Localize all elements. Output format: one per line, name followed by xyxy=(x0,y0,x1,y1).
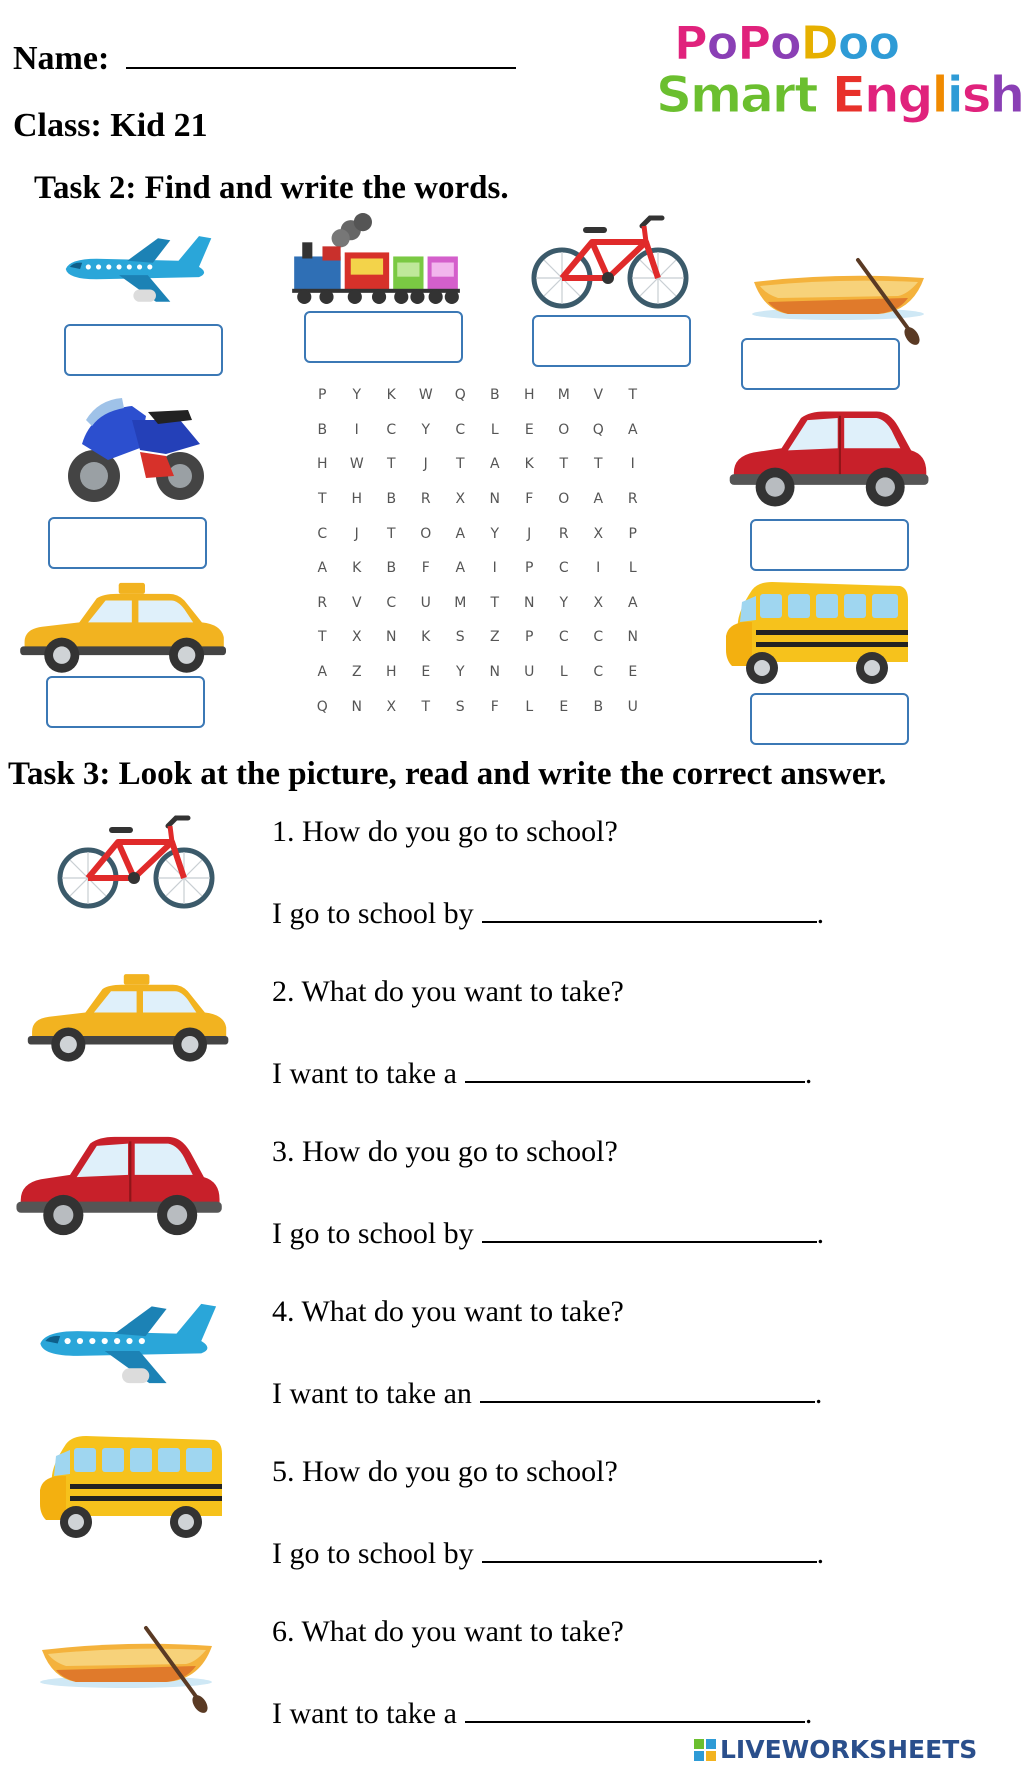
word-search-letter[interactable]: B xyxy=(593,698,604,715)
word-search-letter[interactable]: C xyxy=(593,629,604,646)
name-blank[interactable] xyxy=(126,41,516,69)
word-search-letter[interactable]: C xyxy=(455,421,466,438)
word-search-letter[interactable]: A xyxy=(455,560,466,577)
word-search-letter[interactable]: C xyxy=(558,560,569,577)
popodoo-logo xyxy=(674,16,900,70)
word-search-letter[interactable]: M xyxy=(557,387,570,404)
answer-period: . xyxy=(816,1217,825,1250)
word-search-letter[interactable]: T xyxy=(386,456,396,473)
word-search-row xyxy=(305,551,655,586)
word-search-letter[interactable]: M xyxy=(454,594,467,611)
task3-title: Task 3: Look at the picture, read and write the correct answer. xyxy=(8,756,887,792)
word-search-letter[interactable]: Q xyxy=(316,698,328,715)
word-search-letter[interactable]: C xyxy=(593,664,604,681)
word-search-row xyxy=(305,378,655,413)
logo-letter: E xyxy=(831,66,865,124)
word-search-letter[interactable]: S xyxy=(455,629,465,646)
logo-letter: P xyxy=(674,16,707,70)
answer-box-train[interactable] xyxy=(304,311,463,363)
word-search-row xyxy=(305,655,655,690)
word-search-letter[interactable]: I xyxy=(630,456,635,473)
word-search-letter[interactable]: S xyxy=(455,698,465,715)
word-search-row xyxy=(305,516,655,551)
class-label: Class: Kid 21 xyxy=(13,107,208,144)
word-search-row xyxy=(305,413,655,448)
logo-letter: r xyxy=(771,66,795,124)
word-search-letter[interactable]: H xyxy=(316,456,328,473)
bus-icon xyxy=(722,580,912,690)
word-search-letter[interactable]: O xyxy=(558,491,570,508)
word-search-letter[interactable]: F xyxy=(421,560,430,577)
answer-prefix: I go to school by xyxy=(272,1537,474,1570)
task3-question: 2. What do you want to take? xyxy=(272,975,624,1008)
word-search-letter[interactable]: Y xyxy=(559,594,569,611)
word-search-letter[interactable]: K xyxy=(524,456,534,473)
logo-letter: s xyxy=(961,66,990,124)
logo-letter: D xyxy=(800,16,838,70)
word-search-letter[interactable]: Q xyxy=(592,421,604,438)
answer-box-motorbike[interactable] xyxy=(48,517,207,569)
task3-answer-line xyxy=(272,1215,824,1251)
word-search-letter[interactable]: X xyxy=(593,525,604,542)
train-icon xyxy=(288,212,460,308)
logo-letter: o xyxy=(837,16,869,70)
word-search-letter[interactable]: A xyxy=(317,664,328,681)
word-search-letter[interactable]: N xyxy=(386,629,397,646)
word-search-letter[interactable]: E xyxy=(421,664,431,681)
bicycle-icon xyxy=(54,812,218,912)
word-search-letter[interactable]: F xyxy=(490,698,499,715)
word-search-letter[interactable]: K xyxy=(386,387,396,404)
answer-box-bicycle[interactable] xyxy=(532,315,691,367)
word-search-letter[interactable]: J xyxy=(527,525,532,542)
word-search-letter[interactable]: A xyxy=(627,594,638,611)
word-search-letter[interactable]: P xyxy=(628,525,637,542)
logo-letter: S xyxy=(656,66,691,124)
logo-letter xyxy=(816,66,831,124)
task3-question: 4. What do you want to take? xyxy=(272,1295,624,1328)
logo-letter: o xyxy=(706,16,738,70)
airplane-icon xyxy=(55,230,220,312)
word-search-letter[interactable]: A xyxy=(489,456,500,473)
word-search-letter[interactable]: E xyxy=(559,698,569,715)
word-search-letter[interactable]: N xyxy=(627,629,638,646)
word-search-letter[interactable]: Z xyxy=(351,664,362,681)
liveworksheets-logo-icon xyxy=(694,1739,716,1761)
logo-letter: l xyxy=(931,66,947,124)
task3-question: 6. What do you want to take? xyxy=(272,1615,624,1648)
bicycle-icon xyxy=(530,212,690,312)
liveworksheets-text: LIVEWORKSHEETS xyxy=(720,1735,978,1764)
bus-icon xyxy=(36,1434,226,1544)
answer-period: . xyxy=(814,1377,823,1410)
name-row xyxy=(13,40,516,78)
answer-box-car[interactable] xyxy=(750,519,909,571)
word-search-letter[interactable]: P xyxy=(318,387,327,404)
word-search-letter[interactable]: U xyxy=(420,594,431,611)
word-search-letter[interactable]: K xyxy=(352,560,362,577)
word-search-letter[interactable]: Y xyxy=(352,387,362,404)
word-search-letter[interactable]: I xyxy=(492,560,497,577)
answer-blank[interactable] xyxy=(465,1695,805,1723)
logo-letter: m xyxy=(690,66,741,124)
answer-blank[interactable] xyxy=(482,1215,817,1243)
task3-answer-line xyxy=(272,1055,812,1091)
word-search-letter[interactable]: L xyxy=(559,664,568,681)
answer-prefix: I want to take a xyxy=(272,1057,457,1090)
airplane-icon xyxy=(28,1296,226,1396)
task3-question: 3. How do you go to school? xyxy=(272,1135,618,1168)
word-search-letter[interactable]: P xyxy=(525,560,534,577)
word-search-letter[interactable]: A xyxy=(455,525,466,542)
answer-period: . xyxy=(816,897,825,930)
word-search-letter[interactable]: Y xyxy=(421,421,431,438)
word-search-letter[interactable]: T xyxy=(455,456,465,473)
word-search-letter[interactable]: L xyxy=(490,421,499,438)
word-search-grid[interactable] xyxy=(305,378,655,724)
motorbike-icon xyxy=(62,388,212,512)
logo-letter: a xyxy=(740,66,772,124)
task3-answer-line xyxy=(272,1375,822,1411)
answer-blank[interactable] xyxy=(482,1535,817,1563)
logo-line2 xyxy=(656,66,1023,124)
word-search-letter[interactable]: Q xyxy=(454,387,466,404)
task3-answer-line xyxy=(272,1695,812,1731)
word-search-letter[interactable]: W xyxy=(349,456,364,473)
word-search-row xyxy=(305,620,655,655)
word-search-letter[interactable]: T xyxy=(628,387,638,404)
word-search-letter[interactable]: W xyxy=(418,387,433,404)
taxi-icon xyxy=(18,580,226,680)
logo-letter: o xyxy=(868,16,900,70)
word-search-letter[interactable]: V xyxy=(593,387,604,404)
word-search-letter[interactable]: A xyxy=(627,421,638,438)
answer-period: . xyxy=(804,1697,813,1730)
word-search-row xyxy=(305,447,655,482)
logo-letter: t xyxy=(794,66,817,124)
word-search-letter[interactable]: C xyxy=(558,629,569,646)
answer-box-airplane[interactable] xyxy=(64,324,223,376)
word-search-letter[interactable]: O xyxy=(420,525,432,542)
word-search-letter[interactable]: Y xyxy=(490,525,500,542)
word-search-letter[interactable]: U xyxy=(627,698,638,715)
word-search-row xyxy=(305,689,655,724)
word-search-letter[interactable]: B xyxy=(489,387,500,404)
word-search-letter[interactable]: N xyxy=(351,698,362,715)
word-search-letter[interactable]: I xyxy=(596,560,601,577)
task3-question: 1. How do you go to school? xyxy=(272,815,618,848)
word-search-letter[interactable]: O xyxy=(558,421,570,438)
logo-letter: o xyxy=(770,16,801,70)
word-search-letter[interactable]: B xyxy=(386,560,397,577)
logo-letter: P xyxy=(737,16,771,70)
taxi-icon xyxy=(22,972,232,1068)
task3-question: 5. How do you go to school? xyxy=(272,1455,618,1488)
answer-prefix: I go to school by xyxy=(272,1217,474,1250)
word-search-letter[interactable]: Z xyxy=(489,629,500,646)
word-search-letter[interactable]: E xyxy=(628,664,638,681)
word-search-letter[interactable]: L xyxy=(628,560,637,577)
word-search-letter[interactable]: T xyxy=(559,456,569,473)
word-search-letter[interactable]: T xyxy=(386,525,396,542)
word-search-letter[interactable]: T xyxy=(490,594,500,611)
word-search-letter[interactable]: A xyxy=(317,560,328,577)
word-search-letter[interactable]: R xyxy=(627,491,638,508)
logo-letter: g xyxy=(897,66,932,124)
word-search-row xyxy=(305,586,655,621)
name-label: Name: xyxy=(13,40,110,77)
word-search-letter[interactable]: B xyxy=(317,421,328,438)
answer-box-taxi[interactable] xyxy=(46,676,205,728)
word-search-letter[interactable]: U xyxy=(524,664,535,681)
word-search-letter[interactable]: H xyxy=(523,387,535,404)
word-search-letter[interactable]: F xyxy=(525,491,534,508)
word-search-letter[interactable]: Y xyxy=(455,664,465,681)
word-search-letter[interactable]: X xyxy=(386,698,397,715)
logo-letter: i xyxy=(946,66,962,124)
word-search-letter[interactable]: R xyxy=(558,525,569,542)
answer-period: . xyxy=(804,1057,813,1090)
logo-line1 xyxy=(674,16,900,70)
word-search-letter[interactable]: N xyxy=(524,594,535,611)
answer-blank[interactable] xyxy=(465,1055,805,1083)
word-search-letter[interactable]: N xyxy=(489,664,500,681)
word-search-letter[interactable]: T xyxy=(593,456,603,473)
boat-icon xyxy=(36,1624,216,1714)
task2-title: Task 2: Find and write the words. xyxy=(34,170,509,206)
popodoo-logo-line2 xyxy=(656,66,1023,124)
word-search-letter[interactable]: T xyxy=(421,698,431,715)
word-search-letter[interactable]: X xyxy=(593,594,604,611)
word-search-letter[interactable]: C xyxy=(317,525,328,542)
word-search-letter[interactable]: X xyxy=(455,491,466,508)
word-search-letter[interactable]: R xyxy=(420,491,431,508)
car-icon xyxy=(722,405,934,513)
answer-period: . xyxy=(816,1537,825,1570)
word-search-letter[interactable]: H xyxy=(385,664,397,681)
answer-box-bus[interactable] xyxy=(750,693,909,745)
boat-icon xyxy=(748,256,928,346)
task3-answer-line xyxy=(272,895,824,931)
word-search-letter[interactable]: T xyxy=(317,629,327,646)
word-search-letter[interactable]: L xyxy=(525,698,534,715)
liveworksheets-brand xyxy=(694,1735,977,1764)
answer-prefix: I want to take an xyxy=(272,1377,472,1410)
word-search-letter[interactable]: P xyxy=(525,629,534,646)
word-search-letter[interactable]: E xyxy=(524,421,534,438)
word-search-letter[interactable]: I xyxy=(354,421,359,438)
word-search-letter[interactable]: V xyxy=(351,594,362,611)
word-search-letter[interactable]: K xyxy=(421,629,431,646)
word-search-letter[interactable]: R xyxy=(317,594,328,611)
word-search-letter[interactable]: J xyxy=(354,525,359,542)
word-search-letter[interactable]: B xyxy=(386,491,397,508)
word-search-row xyxy=(305,482,655,517)
answer-prefix: I go to school by xyxy=(272,897,474,930)
word-search-letter[interactable]: A xyxy=(593,491,604,508)
answer-blank[interactable] xyxy=(480,1375,815,1403)
word-search-letter[interactable]: H xyxy=(351,491,363,508)
answer-blank[interactable] xyxy=(482,895,817,923)
word-search-letter[interactable]: N xyxy=(489,491,500,508)
word-search-letter[interactable]: J xyxy=(423,456,428,473)
logo-letter: n xyxy=(864,66,898,124)
answer-box-boat[interactable] xyxy=(741,338,900,390)
word-search-letter[interactable]: X xyxy=(351,629,362,646)
task3-answer-line xyxy=(272,1535,824,1571)
word-search-letter[interactable]: C xyxy=(386,421,397,438)
answer-prefix: I want to take a xyxy=(272,1697,457,1730)
word-search-letter[interactable]: C xyxy=(386,594,397,611)
car-icon xyxy=(12,1130,224,1242)
word-search-letter[interactable]: T xyxy=(317,491,327,508)
logo-letter: h xyxy=(989,66,1023,124)
